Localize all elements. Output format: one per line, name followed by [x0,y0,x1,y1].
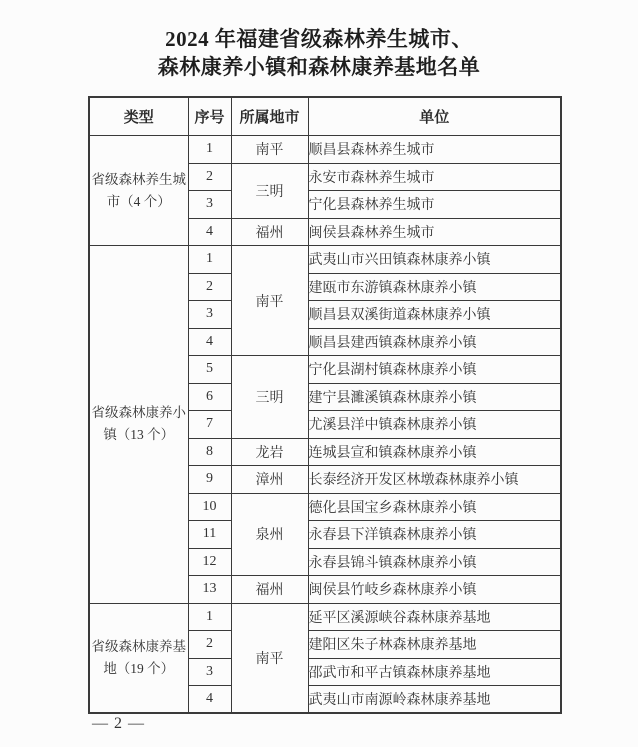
table-row [89,603,561,631]
unit-cell: 永春县锦斗镇森林康养小镇 [308,548,561,576]
unit-cell: 武夷山市兴田镇森林康养小镇 [308,246,561,274]
serial-number-cell: 5 [188,356,231,384]
unit-cell: 宁化县森林养生城市 [308,191,561,219]
serial-number-cell: 2 [188,163,231,191]
type-cell: 省级森林康养小镇（13 个） [89,246,188,604]
serial-number-cell: 1 [188,603,231,631]
table-row [89,136,561,164]
unit-cell: 闽侯县森林养生城市 [308,218,561,246]
unit-cell: 尤溪县洋中镇森林康养小镇 [308,411,561,439]
serial-number-cell: 1 [188,136,231,164]
serial-number-cell: 8 [188,438,231,466]
serial-number-cell: 12 [188,548,231,576]
header-type: 类型 [89,97,188,136]
header-serial-number: 序号 [188,97,231,136]
city-cell: 龙岩 [231,438,308,466]
unit-cell: 顺昌县建西镇森林康养小镇 [308,328,561,356]
serial-number-cell: 2 [188,631,231,659]
document-title [0,25,638,81]
city-cell: 南平 [231,246,308,356]
unit-cell: 武夷山市南源岭森林康养基地 [308,686,561,714]
city-cell: 南平 [231,603,308,713]
header-city: 所属地市 [231,97,308,136]
serial-number-cell: 3 [188,191,231,219]
unit-cell: 连城县宣和镇森林康养小镇 [308,438,561,466]
title-line-2: 森林康养小镇和森林康养基地名单 [157,55,481,79]
serial-number-cell: 1 [188,246,231,274]
header-unit: 单位 [308,97,561,136]
serial-number-cell: 3 [188,301,231,329]
unit-cell: 永安市森林养生城市 [308,163,561,191]
city-cell: 福州 [231,218,308,246]
table-header-row [89,97,561,136]
city-cell: 南平 [231,136,308,164]
city-cell: 三明 [231,163,308,218]
unit-cell: 建阳区朱子林森林康养基地 [308,631,561,659]
unit-cell: 宁化县湖村镇森林康养小镇 [308,356,561,384]
serial-number-cell: 4 [188,686,231,714]
table-row [89,246,561,274]
unit-cell: 德化县国宝乡森林康养小镇 [308,493,561,521]
serial-number-cell: 9 [188,466,231,494]
forest-wellness-name-table [88,96,562,714]
city-cell: 漳州 [231,466,308,494]
page-number: — 2 — [92,715,145,732]
title-line-1: 2024 年福建省级森林养生城市、 [165,27,473,51]
unit-cell: 永春县下洋镇森林康养小镇 [308,521,561,549]
unit-cell: 顺昌县森林养生城市 [308,136,561,164]
city-cell: 福州 [231,576,308,604]
type-cell: 省级森林康养基地（19 个） [89,603,188,713]
unit-cell: 闽侯县竹岐乡森林康养小镇 [308,576,561,604]
serial-number-cell: 7 [188,411,231,439]
unit-cell: 长泰经济开发区林墩森林康养小镇 [308,466,561,494]
type-cell: 省级森林养生城市（4 个） [89,136,188,246]
unit-cell: 邵武市和平古镇森林康养基地 [308,658,561,686]
unit-cell: 顺昌县双溪街道森林康养小镇 [308,301,561,329]
serial-number-cell: 4 [188,328,231,356]
serial-number-cell: 3 [188,658,231,686]
serial-number-cell: 6 [188,383,231,411]
serial-number-cell: 11 [188,521,231,549]
serial-number-cell: 10 [188,493,231,521]
serial-number-cell: 4 [188,218,231,246]
unit-cell: 建瓯市东游镇森林康养小镇 [308,273,561,301]
unit-cell: 建宁县濉溪镇森林康养小镇 [308,383,561,411]
serial-number-cell: 2 [188,273,231,301]
city-cell: 三明 [231,356,308,439]
serial-number-cell: 13 [188,576,231,604]
unit-cell: 延平区溪源峡谷森林康养基地 [308,603,561,631]
city-cell: 泉州 [231,493,308,576]
